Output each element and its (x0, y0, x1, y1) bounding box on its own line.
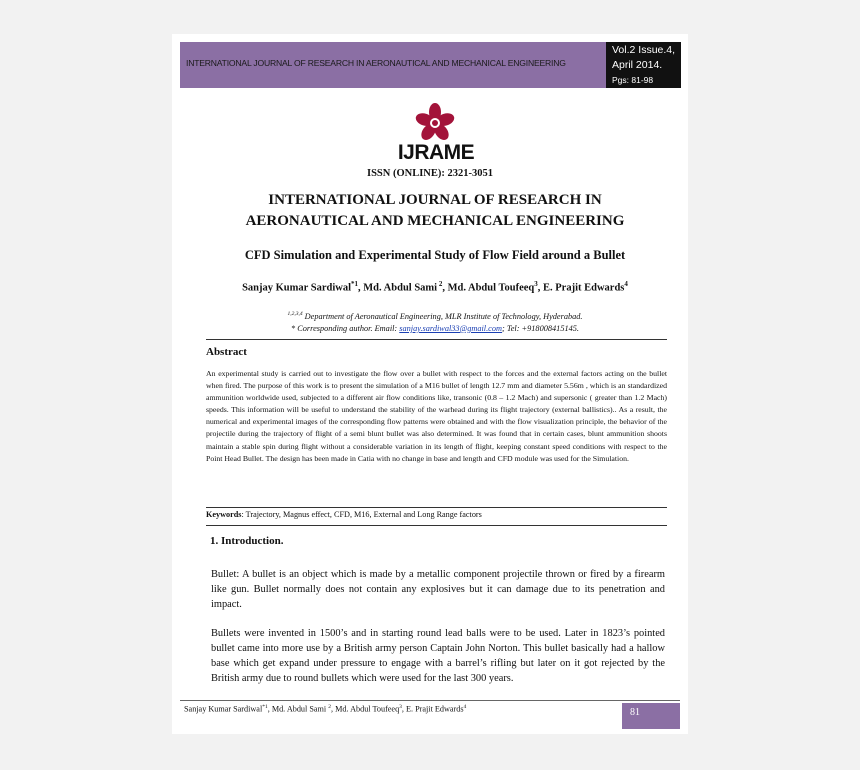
affiliation-text: Department of Aeronautical Engineering, MLR Institute of Technology, Hyderabad. (304, 311, 583, 321)
page-number-box (622, 703, 680, 729)
abstract-heading: Abstract (206, 346, 247, 358)
issue-volume: Vol.2 Issue.4, (612, 44, 676, 56)
telephone: ; Tel: +918008415145. (502, 323, 579, 333)
footer-author: , Md. Abdul Toufeeq (330, 704, 400, 714)
logo-wordmark: IJRAME (397, 141, 475, 164)
author-name: E. Prajit Edwards (543, 282, 625, 294)
author-sup: 4 (624, 280, 628, 288)
affiliation (190, 308, 680, 335)
issn: ISSN (ONLINE): 2321-3051 (366, 168, 493, 179)
section-heading: 1. Introduction. (210, 535, 284, 547)
corresponding-prefix: * Corresponding author. Email: (291, 323, 400, 333)
author-list (190, 280, 680, 294)
footer-authors (184, 704, 466, 714)
author-sup: 2 (437, 280, 443, 288)
keywords-label: Keywords (206, 510, 242, 519)
footer-sup: *1 (262, 704, 268, 710)
author-sep: , (358, 282, 364, 294)
footer-author: , E. Prajit Edwards (401, 704, 464, 714)
author-name: Sanjay Kumar Sardiwal (242, 282, 352, 294)
journal-title-line2: AERONAUTICAL AND MECHANICAL ENGINEERING (245, 213, 625, 229)
author-name: Md. Abdul Toufeeq (447, 282, 535, 294)
keywords-text: : Trajectory, Magnus effect, CFD, M16, External and Long Range factors (241, 510, 482, 519)
abstract-body: An experimental study is carried out to investigate the flow over a bullet with respect to the forces and the external factors acting on the bullet when fired. The purpose of this work is to present the simulation of a M16 bullet of length 12.7 mm and diameter 5.56m , which is an standardized ammunition worldwide used, subjected to a different air flow conditions like, transonic (0.8 – 1.2 Mach) and supersonic ( greater than 1.2 Mach) speeds. This information will be useful to understand the stability of the warhead during its flight trajectory (external ballistics).. As a result, the numerical and experimental images of the corresponding flow patterns were obtained and with the flow visualization principle, the behavior of the projectile during the trajectory of flight of a semi blunt bullet was also determined. It was found that in certain cases, blunt ammunition shoots maintain a stable spin during flight without a considerable variation in its length of flight, keeping constant speed conditions with respect to the Point Head Bullet. The design has been made in Catia with no change in base and length and CFD module was used for the Simulation. (206, 369, 667, 463)
footer-divider (180, 700, 680, 701)
journal-title-line1: INTERNATIONAL JOURNAL OF RESEARCH IN (268, 192, 602, 208)
journal-title (200, 190, 670, 232)
journal-banner: INTERNATIONAL JOURNAL OF RESEARCH IN AERONAUTICAL AND MECHANICAL ENGINEERING (186, 58, 566, 68)
intro-paragraph-2: Bullets were invented in 1500’s and in starting round lead balls were to be used. Later in 1823’s pointed bullet came into more use by a British army person Captain John Norton. This bullet basically had a hallow base which get expand under pressure to engage with a barrel’s rifling but later on it got rejected by the British army due to round bullets which were used for the last 300 years. (211, 628, 665, 684)
author-sep: , (442, 282, 448, 294)
issue-date: April 2014. (612, 59, 663, 71)
divider (206, 339, 667, 340)
intro-paragraph-1: Bullet: A bullet is an object which is made by a metallic component projectile thrown or fired by a firearm like gun. Bullet normally does not contain any explosives but it can damage due to its penetration and impact. (211, 569, 665, 610)
page-number: 81 (630, 707, 640, 718)
author-sup: *1 (351, 280, 359, 288)
author-sup: 3 (534, 280, 538, 288)
footer-author: Sanjay Kumar Sardiwal (184, 704, 263, 714)
footer-sup: 2 (328, 704, 331, 710)
divider (206, 507, 667, 508)
footer-author: , Md. Abdul Sami (267, 704, 329, 714)
author-sep: , (537, 282, 544, 294)
paper-title: CFD Simulation and Experimental Study of Flow Field around a Bullet (244, 248, 626, 262)
keywords (206, 510, 482, 519)
issue-box (606, 42, 681, 88)
author-name: Md. Abdul Sami (363, 282, 438, 294)
email-link[interactable]: sanjay.sardiwal33@gmail.com (399, 323, 503, 333)
affiliation-sup: 1,2,3,4 (287, 311, 303, 317)
footer-sup: 3 (399, 704, 402, 710)
issue-pages: Pgs: 81-98 (612, 75, 654, 85)
divider (206, 525, 667, 526)
footer-sup: 4 (463, 704, 467, 710)
